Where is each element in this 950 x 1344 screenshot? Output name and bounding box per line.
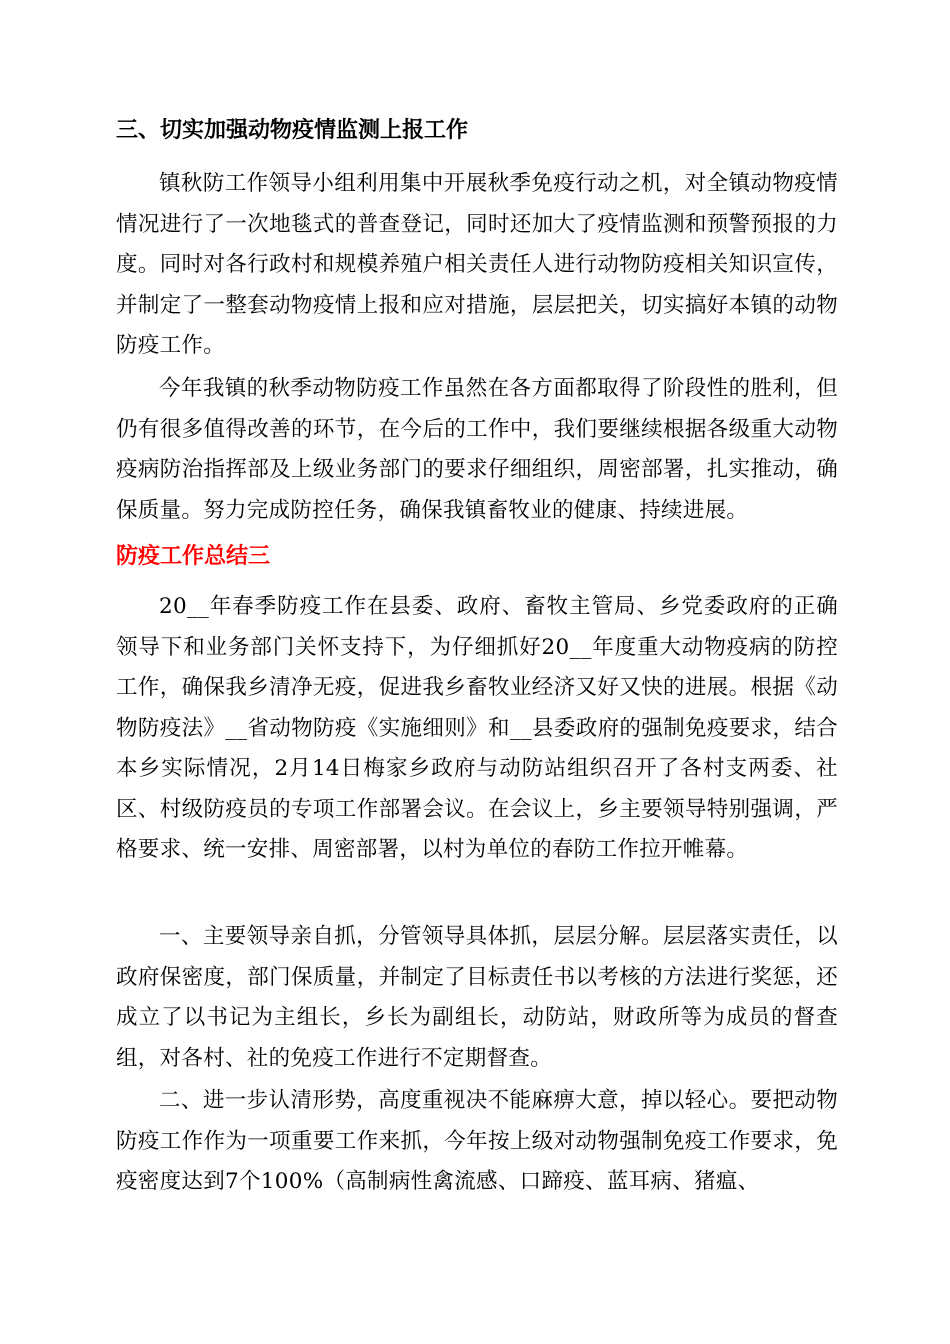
red-section-title: 防疫工作总结三 (116, 544, 271, 569)
section-heading: 三、切实加强动物疫情监测上报工作 (116, 118, 469, 143)
paragraph: 二、进一步认清形势，高度重视决不能麻痹大意，掉以轻心。要把动物防疫工作作为一项重要工作来抓，今年按上级对动物强制免疫工作要求，免疫密度达到7个100%（高制病性禽流感、口蹄疫、蓝耳病、猪瘟、 (116, 1088, 838, 1194)
paragraph: 今年我镇的秋季动物防疫工作虽然在各方面都取得了阶段性的胜利，但仍有很多值得改善的环节，在今后的工作中，我们要继续根据各级重大动物疫病防治指挥部及上级业务部门的要求仔细组织，周密部署，扎实推动，确保质量。努力完成防控任务，确保我镇畜牧业的健康、持续进展。 (116, 376, 838, 523)
paragraph: 一、主要领导亲自抓，分管领导具体抓，层层分解。层层落实责任，以政府保密度，部门保质量，并制定了目标责任书以考核的方法进行奖惩，还成立了以书记为主组长，乡长为副组长，动防站，财政所等为成员的督查组，对各村、社的免疫工作进行不定期督查。 (116, 924, 838, 1071)
paragraph: 镇秋防工作领导小组利用集中开展秋季免疫行动之机，对全镇动物疫情情况进行了一次地毯式的普查登记，同时还加大了疫情监测和预警预报的力度。同时对各行政村和规模养殖户相关责任人进行动物防疫相关知识宣传，并制定了一整套动物疫情上报和应对措施，层层把关，切实搞好本镇的动物防疫工作。 (116, 171, 838, 358)
paragraph: 20__年春季防疫工作在县委、政府、畜牧主管局、乡党委政府的正确领导下和业务部门关怀支持下，为仔细抓好20__年度重大动物疫病的防控工作，确保我乡清净无疫，促进我乡畜牧业经济又好又快的进展。根据《动物防疫法》__省动物防疫《实施细则》和__县委政府的强制免疫要求，结合本乡实际情况，2月14日梅家乡政府与动防站组织召开了各村支两委、社区、村级防疫员的专项工作部署会议。在会议上，乡主要领导特别强调，严格要求、统一安排、周密部署，以村为单位的春防工作拉开帷幕。 (116, 594, 838, 862)
